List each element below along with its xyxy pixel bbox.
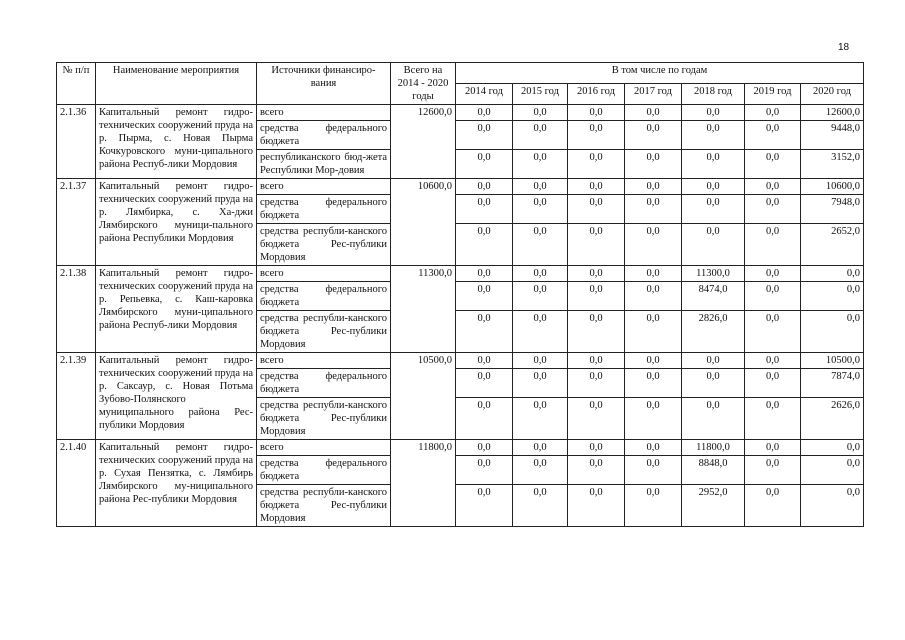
year-value-2017: 0,0 [625,398,682,440]
financing-table [56,62,864,527]
year-value-2017: 0,0 [625,121,682,150]
header-year-2015: 2015 год [513,84,568,105]
source-federal-label: средства федерального бюджета [257,282,391,311]
year-value-2015: 0,0 [513,456,568,485]
year-value-2014: 0,0 [456,179,513,195]
table-row [57,105,864,121]
year-value-2015: 0,0 [513,266,568,282]
year-value-2020: 2626,0 [801,398,864,440]
year-value-2019: 0,0 [745,224,801,266]
year-value-2016: 0,0 [568,121,625,150]
year-value-2016: 0,0 [568,440,625,456]
year-value-2015: 0,0 [513,179,568,195]
source-total-label: всего [257,440,391,456]
total-amount: 12600,0 [391,105,456,179]
year-value-2016: 0,0 [568,195,625,224]
year-value-2019: 0,0 [745,121,801,150]
year-value-2014: 0,0 [456,224,513,266]
year-value-2016: 0,0 [568,150,625,179]
year-value-2017: 0,0 [625,105,682,121]
year-value-2019: 0,0 [745,369,801,398]
year-value-2014: 0,0 [456,121,513,150]
source-total-label: всего [257,105,391,121]
year-value-2019: 0,0 [745,398,801,440]
header-total: Всего на 2014 - 2020 годы [391,63,456,105]
source-federal-label: средства федерального бюджета [257,121,391,150]
year-value-2019: 0,0 [745,282,801,311]
year-value-2018: 11800,0 [682,440,745,456]
year-value-2017: 0,0 [625,195,682,224]
header-num: № п/п [57,63,96,105]
row-number: 2.1.39 [57,353,96,440]
measure-name: Капитальный ремонт гидро-технических сооружений пруда на р. Репьевка, с. Каш-каровка Лямбирского муни-ципального района Респуб-лики Мордовия [96,266,257,353]
header-year-2018: 2018 год [682,84,745,105]
source-federal-label: средства федерального бюджета [257,456,391,485]
source-total-label: всего [257,353,391,369]
table-body [57,105,864,527]
year-value-2016: 0,0 [568,282,625,311]
year-value-2017: 0,0 [625,311,682,353]
year-value-2015: 0,0 [513,150,568,179]
year-value-2017: 0,0 [625,456,682,485]
year-value-2018: 0,0 [682,150,745,179]
year-value-2020: 0,0 [801,266,864,282]
year-value-2015: 0,0 [513,369,568,398]
year-value-2017: 0,0 [625,485,682,527]
year-value-2016: 0,0 [568,311,625,353]
year-value-2015: 0,0 [513,440,568,456]
year-value-2017: 0,0 [625,353,682,369]
table-row [57,179,864,195]
year-value-2016: 0,0 [568,369,625,398]
year-value-2020: 0,0 [801,440,864,456]
table-row [57,266,864,282]
source-republic-label: средства республи-канского бюджета Рес-публики Мордовия [257,311,391,353]
year-value-2017: 0,0 [625,266,682,282]
table-row [57,353,864,369]
year-value-2014: 0,0 [456,369,513,398]
year-value-2016: 0,0 [568,485,625,527]
source-republic-label: средства республи-канского бюджета Рес-публики Мордовия [257,224,391,266]
year-value-2020: 0,0 [801,282,864,311]
total-amount: 11300,0 [391,266,456,353]
year-value-2015: 0,0 [513,485,568,527]
year-value-2014: 0,0 [456,150,513,179]
year-value-2015: 0,0 [513,195,568,224]
year-value-2015: 0,0 [513,353,568,369]
year-value-2015: 0,0 [513,105,568,121]
year-value-2015: 0,0 [513,121,568,150]
year-value-2018: 0,0 [682,105,745,121]
year-value-2020: 0,0 [801,485,864,527]
year-value-2017: 0,0 [625,224,682,266]
source-federal-label: средства федерального бюджета [257,195,391,224]
year-value-2014: 0,0 [456,353,513,369]
year-value-2014: 0,0 [456,398,513,440]
year-value-2018: 0,0 [682,369,745,398]
table-row [57,440,864,456]
year-value-2018: 2952,0 [682,485,745,527]
year-value-2014: 0,0 [456,485,513,527]
source-federal-label: средства федерального бюджета [257,369,391,398]
year-value-2019: 0,0 [745,105,801,121]
year-value-2018: 0,0 [682,398,745,440]
year-value-2016: 0,0 [568,398,625,440]
year-value-2014: 0,0 [456,195,513,224]
year-value-2017: 0,0 [625,369,682,398]
year-value-2015: 0,0 [513,282,568,311]
year-value-2017: 0,0 [625,282,682,311]
total-amount: 11800,0 [391,440,456,527]
year-value-2019: 0,0 [745,456,801,485]
year-value-2019: 0,0 [745,440,801,456]
year-value-2019: 0,0 [745,266,801,282]
year-value-2017: 0,0 [625,150,682,179]
year-value-2020: 3152,0 [801,150,864,179]
year-value-2020: 2652,0 [801,224,864,266]
header-year-2016: 2016 год [568,84,625,105]
year-value-2016: 0,0 [568,105,625,121]
year-value-2020: 7948,0 [801,195,864,224]
source-total-label: всего [257,179,391,195]
row-number: 2.1.40 [57,440,96,527]
year-value-2016: 0,0 [568,224,625,266]
header-year-2019: 2019 год [745,84,801,105]
year-value-2016: 0,0 [568,266,625,282]
header-year-2017: 2017 год [625,84,682,105]
year-value-2016: 0,0 [568,179,625,195]
year-value-2019: 0,0 [745,485,801,527]
row-number: 2.1.36 [57,105,96,179]
year-value-2014: 0,0 [456,282,513,311]
year-value-2018: 8848,0 [682,456,745,485]
year-value-2019: 0,0 [745,179,801,195]
year-value-2020: 10500,0 [801,353,864,369]
year-value-2019: 0,0 [745,353,801,369]
year-value-2018: 11300,0 [682,266,745,282]
year-value-2018: 0,0 [682,179,745,195]
header-source: Источники финансиро-вания [257,63,391,105]
year-value-2020: 9448,0 [801,121,864,150]
year-value-2014: 0,0 [456,456,513,485]
header-year-2020: 2020 год [801,84,864,105]
year-value-2020: 0,0 [801,311,864,353]
table-header [57,63,864,105]
source-total-label: всего [257,266,391,282]
total-amount: 10600,0 [391,179,456,266]
year-value-2020: 0,0 [801,456,864,485]
year-value-2018: 0,0 [682,353,745,369]
year-value-2018: 0,0 [682,121,745,150]
source-republic-label: средства республи-канского бюджета Рес-публики Мордовия [257,485,391,527]
measure-name: Капитальный ремонт гидро-технических сооружений пруда на р. Пырма, с. Новая Пырма Кочкуровского муни-ципального района Респуб-лики Мордовия [96,105,257,179]
measure-name: Капитальный ремонт гидро-технических сооружений пруда на р. Лямбирка, с. Ха-джи Лямбирского муници-пального района Республики Мордовия [96,179,257,266]
year-value-2019: 0,0 [745,195,801,224]
row-number: 2.1.37 [57,179,96,266]
page-number: 18 [838,42,850,53]
year-value-2018: 2826,0 [682,311,745,353]
row-number: 2.1.38 [57,266,96,353]
source-republic-label: средства республи-канского бюджета Рес-публики Мордовия [257,398,391,440]
year-value-2014: 0,0 [456,105,513,121]
year-value-2014: 0,0 [456,440,513,456]
total-amount: 10500,0 [391,353,456,440]
year-value-2014: 0,0 [456,311,513,353]
year-value-2017: 0,0 [625,179,682,195]
year-value-2018: 0,0 [682,195,745,224]
year-value-2016: 0,0 [568,456,625,485]
year-value-2015: 0,0 [513,311,568,353]
header-by-years: В том числе по годам [456,63,864,84]
year-value-2017: 0,0 [625,440,682,456]
source-republic-label: республиканского бюд-жета Республики Мор-довия [257,150,391,179]
year-value-2018: 8474,0 [682,282,745,311]
year-value-2014: 0,0 [456,266,513,282]
year-value-2015: 0,0 [513,224,568,266]
year-value-2015: 0,0 [513,398,568,440]
year-value-2020: 10600,0 [801,179,864,195]
year-value-2018: 0,0 [682,224,745,266]
header-year-2014: 2014 год [456,84,513,105]
year-value-2019: 0,0 [745,150,801,179]
header-name: Наименование мероприятия [96,63,257,105]
measure-name: Капитальный ремонт гидро-технических сооружений пруда на р. Сухая Пензятка, с. Лямбирь Лямбирского му-ниципального района Рес-публики Мордовия [96,440,257,527]
year-value-2020: 7874,0 [801,369,864,398]
measure-name: Капитальный ремонт гидро-технических сооружений пруда на р. Саксаур, с. Новая Потьма Зубово-Полянского муниципального района Рес-публики Мордовия [96,353,257,440]
year-value-2016: 0,0 [568,353,625,369]
year-value-2020: 12600,0 [801,105,864,121]
year-value-2019: 0,0 [745,311,801,353]
